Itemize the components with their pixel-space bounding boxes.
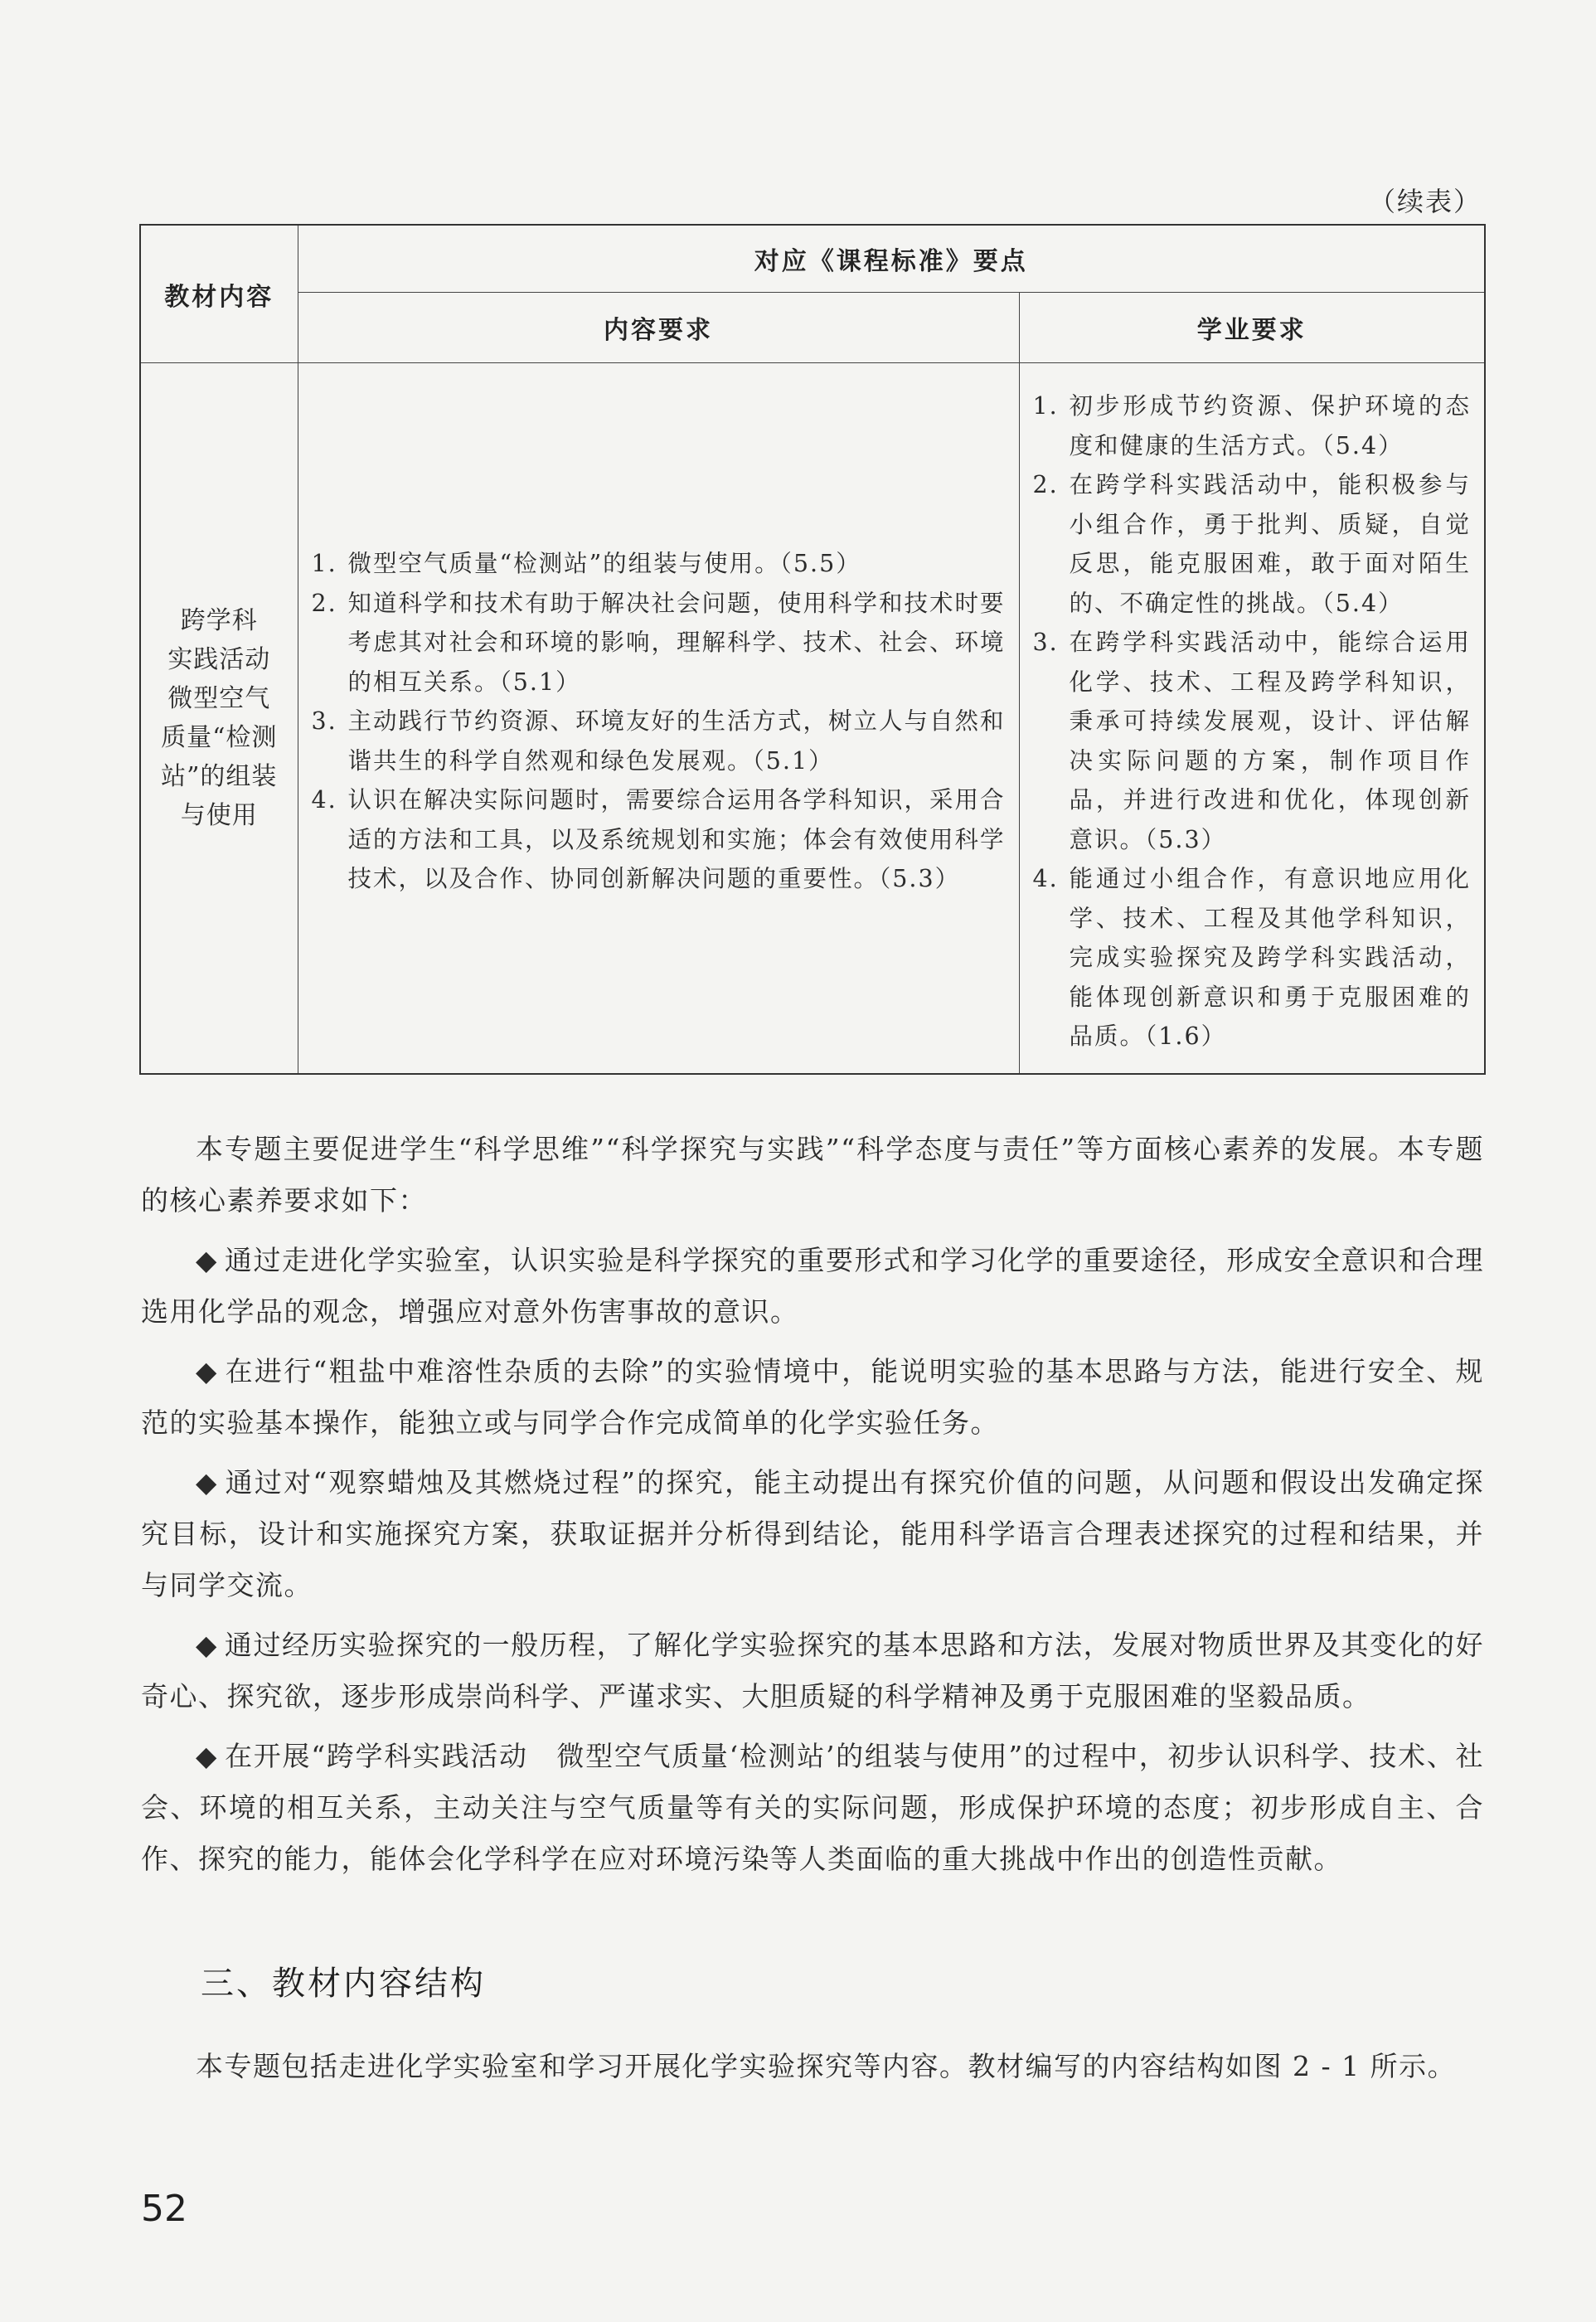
bullet-paragraph: [141, 1457, 1484, 1611]
intro-paragraph: 本专题主要促进学生“科学思维”“科学探究与实践”“科学态度与责任”等方面核心素养的发展。本专题的核心素养要求如下：: [141, 1133, 1484, 1217]
header-content-requirements: 内容要求: [298, 293, 1019, 363]
item-text: 初步形成节约资源、保护环境的态度和健康的生活方式。（5.4）: [1069, 392, 1471, 459]
item-number: 3.: [1032, 629, 1059, 656]
item-number: 4.: [1032, 865, 1059, 892]
bullet-text: 通过对“观察蜡烛及其燃烧过程”的探究，能主动提出有探究价值的问题，从问题和假设出发确定探究目标，设计和实施探究方案，获取证据并分析得到结论，能用科学语言合理表述探究的过程和结果，并与同学交流。: [141, 1466, 1484, 1601]
header-standard-points: 对应《课程标准》要点: [298, 225, 1485, 293]
topic-line: 与使用: [180, 800, 258, 830]
item-text: 认识在解决实际问题时，需要综合运用各学科知识，采用合适的方法和工具，以及系统规划和实施；体会有效使用科学技术，以及合作、协同创新解决问题的重要性。（5.3）: [347, 786, 1006, 892]
item-text: 知道科学和技术有助于解决社会问题，使用科学和技术时要考虑其对社会和环境的影响，理解科学、技术、社会、环境的相互关系。（5.1）: [347, 589, 1006, 696]
header-textbook-content: 教材内容: [140, 225, 298, 363]
bullet-paragraph: [141, 1346, 1484, 1449]
diamond-bullet-icon: ◆: [196, 1466, 218, 1499]
item-text: 在跨学科实践活动中，能综合运用化学、技术、工程及跨学科知识，秉承可持续发展观，设计、评估解决实际问题的方案，制作项目作品，并进行改进和优化，体现创新意识。（5.3）: [1069, 629, 1471, 853]
item-number: 3.: [311, 707, 337, 735]
section-heading: 三、教材内容结构: [201, 1965, 486, 2003]
item-text: 微型空气质量“检测站”的组装与使用。（5.5）: [347, 550, 861, 577]
item-text: 在跨学科实践活动中，能积极参与小组合作，勇于批判、质疑，自觉反思，能克服困难，敢于面对陌生的、不确定性的挑战。（5.4）: [1069, 471, 1471, 617]
item-text: 主动践行节约资源、环境友好的生活方式，树立人与自然和谐共生的科学自然观和绿色发展观。（5.1）: [347, 707, 1006, 775]
academic-requirements-list: [1033, 386, 1472, 1057]
continued-table-label: （续表）: [1368, 186, 1482, 217]
list-item: [312, 780, 1006, 899]
diamond-bullet-icon: ◆: [196, 1244, 218, 1276]
list-item: [312, 544, 1006, 584]
academic-requirements-cell: [1019, 363, 1485, 1074]
list-item: [312, 584, 1006, 702]
bullet-text: 在进行“粗盐中难溶性杂质的去除”的实验情境中，能说明实验的基本思路与方法，能进行安全、规范的实验基本操作，能独立或与同学合作完成简单的化学实验任务。: [141, 1355, 1484, 1439]
bullet-text: 通过走进化学实验室，认识实验是科学探究的重要形式和学习化学的重要途径，形成安全意识和合理选用化学品的观念，增强应对意外伤害事故的意识。: [141, 1244, 1484, 1328]
item-number: 2.: [311, 589, 337, 617]
content-requirements-list: [312, 544, 1006, 899]
page-number: 52: [141, 2188, 187, 2230]
diamond-bullet-icon: ◆: [196, 1355, 218, 1387]
item-text: 能通过小组合作，有意识地应用化学、技术、工程及其他学科知识，完成实验探究及跨学科实践活动，能体现创新意识和勇于克服困难的品质。（1.6）: [1069, 865, 1471, 1050]
content-requirements-cell: [298, 363, 1019, 1074]
item-number: 1.: [1032, 392, 1059, 420]
bullet-paragraph: [141, 1620, 1484, 1722]
list-item: [312, 702, 1006, 780]
list-item: [1033, 465, 1472, 623]
diamond-bullet-icon: ◆: [196, 1629, 218, 1661]
item-number: 4.: [311, 786, 337, 814]
topic-line: 实践活动: [167, 644, 271, 674]
item-number: 1.: [311, 550, 337, 577]
list-item: [1033, 386, 1472, 465]
list-item: [1033, 623, 1472, 859]
curriculum-standards-table: [139, 224, 1486, 1075]
section-paragraph: 本专题包括走进化学实验室和学习开展化学实验探究等内容。教材编写的内容结构如图 2 - 1 所示。: [196, 2050, 1457, 2082]
bullet-paragraph: [141, 1235, 1484, 1338]
bullet-text: 在开展“跨学科实践活动 微型空气质量‘检测站’的组装与使用”的过程中，初步认识科学、技术、社会、环境的相互关系，主动关注与空气质量等有关的实际问题，形成保护环境的态度；初步形成自主、合作、探究的能力，能体会化学科学在应对环境污染等人类面临的重大挑战中作出的创造性贡献。: [141, 1740, 1484, 1875]
topic-line: 质量“检测: [161, 722, 278, 752]
list-item: [1033, 859, 1472, 1057]
header-academic-requirements: 学业要求: [1019, 293, 1485, 363]
topic-cell: [140, 363, 298, 1074]
item-number: 2.: [1032, 471, 1059, 498]
diamond-bullet-icon: ◆: [196, 1740, 218, 1772]
topic-line: 站”的组装: [161, 761, 278, 791]
core-literacy-section: [141, 1124, 1484, 1893]
bullet-paragraph: [141, 1731, 1484, 1885]
topic-line: 微型空气: [167, 683, 271, 713]
bullet-text: 通过经历实验探究的一般历程，了解化学实验探究的基本思路和方法，发展对物质世界及其变化的好奇心、探究欲，逐步形成崇尚科学、严谨求实、大胆质疑的科学精神及勇于克服困难的坚毅品质。: [141, 1629, 1484, 1712]
topic-line: 跨学科: [180, 605, 258, 635]
